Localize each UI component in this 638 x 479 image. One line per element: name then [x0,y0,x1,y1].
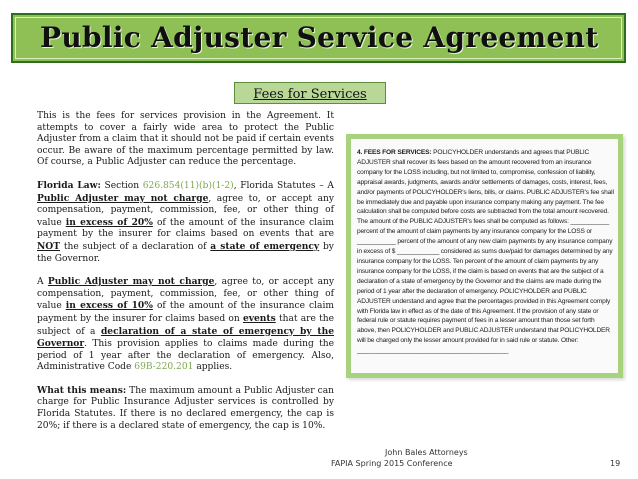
footer-conference: FAPIA Spring 2015 Conference [331,459,453,468]
footer-author: John Bales Attorneys [385,448,468,457]
florida-law-bold-a: Public Adjuster may not charge [37,192,209,204]
emergency-bold-b: in excess of 10% [65,300,153,312]
emergency-bold-c: events [242,312,276,324]
meaning-paragraph [37,385,334,432]
florida-law-bold-b: in excess of 20% [65,216,153,228]
statute-link[interactable]: 626.854(11)(b)(1-2) [142,180,234,191]
contract-excerpt-heading: 4. FEES FOR SERVICES: [357,149,432,156]
florida-law-text-b: , agree to, or accept any compensation, payment, commission, fee, or other thing of value [37,193,334,228]
emergency-text-e: . This provision applies to claims made during the period of 1 year after the declaration of emergency. Also, Administrative Code [37,339,334,373]
emergency-text-c: of the amount of the insurance claim payment by the insurer for claims based on [37,301,334,324]
emergency-bold-a: Public Adjuster may not charge [47,276,215,288]
emergency-text-d: that are the subject of a [37,313,334,337]
florida-law-text-e: by the Governor. [37,241,334,264]
emergency-text-f: applies. [196,362,233,373]
contract-excerpt-text [357,148,615,356]
florida-law-text-d: the subject of a declaration of [63,241,207,252]
emergency-text-a: A [37,277,44,288]
florida-law-bold-c: NOT [37,240,61,252]
florida-law-text-c: of the amount of the insurance claim payment by the insurer for claims based on events that are [37,217,334,240]
section-heading [234,82,386,104]
title-banner [11,13,626,63]
emergency-bold-d: declaration of a state of emergency by the Governor [37,325,334,350]
intro-paragraph: This is the fees for services provision in the Agreement. It attempts to cover a fairly wide area to protect the Public Adjuster from a claim that it should not be paid if certain events occur. Be aware of the maximum percentage permitted by law. Of course, a Public Adjuster can reduce the percentage. [37,111,334,168]
florida-law-paragraph [37,180,334,265]
florida-law-bold-d: a state of emergency [210,240,320,252]
body-text [37,111,334,443]
florida-law-label: Florida Law: [37,179,101,191]
emergency-text-b: , agree to, or accept any compensation, payment, commission, fee, or other thing of value [37,277,334,312]
contract-excerpt-body: POLICYHOLDER understands and agrees that PUBLIC ADJUSTER shall recover its fees based on the amount recovered from an insurance company for the LOSS including, but not limited to, compromise, confession of liability, appraisal awards, judgments, awards and/or settlements of damages, costs, interest, fees, and/or payments of POLICYHOLDER's liens, bills, or claims. PUBLIC ADJUSTER's fee shall be immediately due and payable upon insurance company making any payment. The fee calculation shall be computed before costs are subtracted from the total amount recovered. The amount of the PUBLIC ADJUSTER's fees shall be computed as follows: ___________ percent of the amount of claim payments by any insurance company for the LOSS or ___________ percent of the amount of any new claim payments by any insurance company in excess of $ ____________ considered as sums due/paid for damages determined by any insurance company for the LOSS. Ten percent of the amount of claim payments by any insurance company for the LOSS, if the claim is based on events that are the subject of a declaration of a state of emergency by the Governor and the claims are made during the period of 1 year after the declaration of emergency. POLICYHOLDER and PUBLIC ADJUSTER understand and agree that the percentages provided in this Agreement comply with Florida law in effect as of the date of this Agreement. If the provision of any state or federal rule or statute requires payment of fees in a lesser amount than those set forth above, then POLICYHOLDER and PUBLIC ADJUSTER understand that POLICYHOLDER will be charged only the lesser amount provided for in said rule or statute. Other: ___________________________________________ [357,149,614,355]
page-number: 19 [610,459,621,468]
meaning-text: The maximum amount a Public Adjuster can charge for Public Insurance Adjuster services is controlled by Florida Statutes. If there is no declared emergency, the cap is 20%; if there is a declared state of emergency, the cap is 10%. [37,385,334,431]
emergency-paragraph [37,276,334,374]
contract-excerpt-image [346,134,623,378]
section-word: Section [104,180,140,191]
section-heading-text: Fees for Services [253,87,367,102]
slide-title: Public Adjuster Service Agreement [40,21,599,54]
florida-law-text-a: , Florida Statutes – A [233,180,334,191]
meaning-label: What this means: [37,384,127,396]
admin-code-link[interactable]: 69B-220.201 [134,362,194,373]
